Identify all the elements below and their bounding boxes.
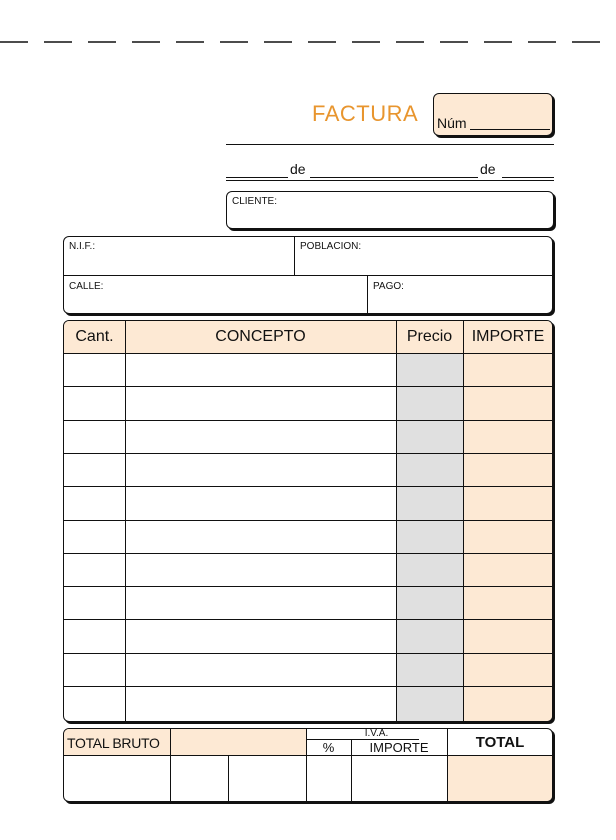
cliente-label: CLIENTE: xyxy=(232,196,278,207)
info-box xyxy=(63,236,553,314)
calle-field[interactable] xyxy=(64,276,367,313)
date-sep-2: de xyxy=(480,161,496,177)
table-row[interactable] xyxy=(64,421,552,453)
total-bruto-value-cell[interactable] xyxy=(64,756,170,802)
table-row[interactable] xyxy=(64,587,552,619)
poblacion-field[interactable] xyxy=(295,237,551,275)
tb-divider-a xyxy=(170,729,171,802)
cut-line xyxy=(0,40,616,44)
date-year-line[interactable] xyxy=(502,177,554,178)
iva-percent-cell[interactable] xyxy=(307,756,351,802)
invoice-number-box[interactable] xyxy=(433,93,553,136)
totals-box xyxy=(63,728,553,802)
table-row[interactable] xyxy=(64,620,552,652)
iva-importe-label: IMPORTE xyxy=(369,740,429,755)
total-label: TOTAL xyxy=(475,734,525,751)
iva-importe-cell[interactable] xyxy=(352,756,447,802)
table-row[interactable] xyxy=(64,387,552,419)
table-row[interactable] xyxy=(64,454,552,486)
total-bruto-label: TOTAL BRUTO xyxy=(67,735,160,751)
date-underline-2 xyxy=(226,180,554,181)
items-table xyxy=(63,320,553,722)
poblacion-label: POBLACION: xyxy=(300,241,362,252)
table-row[interactable] xyxy=(64,654,552,686)
page-title: FACTURA xyxy=(312,101,419,126)
calle-label: CALLE: xyxy=(69,281,104,292)
cliente-field[interactable] xyxy=(226,191,554,229)
nif-label: N.I.F.: xyxy=(69,241,96,252)
invoice-number-line xyxy=(470,129,550,130)
pago-field[interactable] xyxy=(368,276,551,313)
tb-divider-b xyxy=(228,755,229,802)
table-row[interactable] xyxy=(64,354,552,386)
total-value-cell[interactable] xyxy=(448,756,553,802)
table-row[interactable] xyxy=(64,521,552,553)
col-header-importe: IMPORTE xyxy=(471,328,545,345)
title-rule xyxy=(226,144,554,145)
nif-field[interactable] xyxy=(64,237,294,275)
iva-label: I.V.A. xyxy=(364,728,389,739)
date-sep-1: de xyxy=(290,161,306,177)
table-row[interactable] xyxy=(64,687,552,719)
pago-label: PAGO: xyxy=(373,281,404,292)
date-month-line[interactable] xyxy=(310,177,478,178)
date-day-line[interactable] xyxy=(226,177,288,178)
col-header-cant: Cant. xyxy=(75,328,114,345)
col-header-precio: Precio xyxy=(406,328,453,345)
invoice-number-label: Núm xyxy=(437,115,467,131)
table-row[interactable] xyxy=(64,554,552,586)
iva-percent-label: % xyxy=(322,740,335,755)
col-header-concepto: CONCEPTO xyxy=(215,328,306,345)
table-row[interactable] xyxy=(64,487,552,519)
